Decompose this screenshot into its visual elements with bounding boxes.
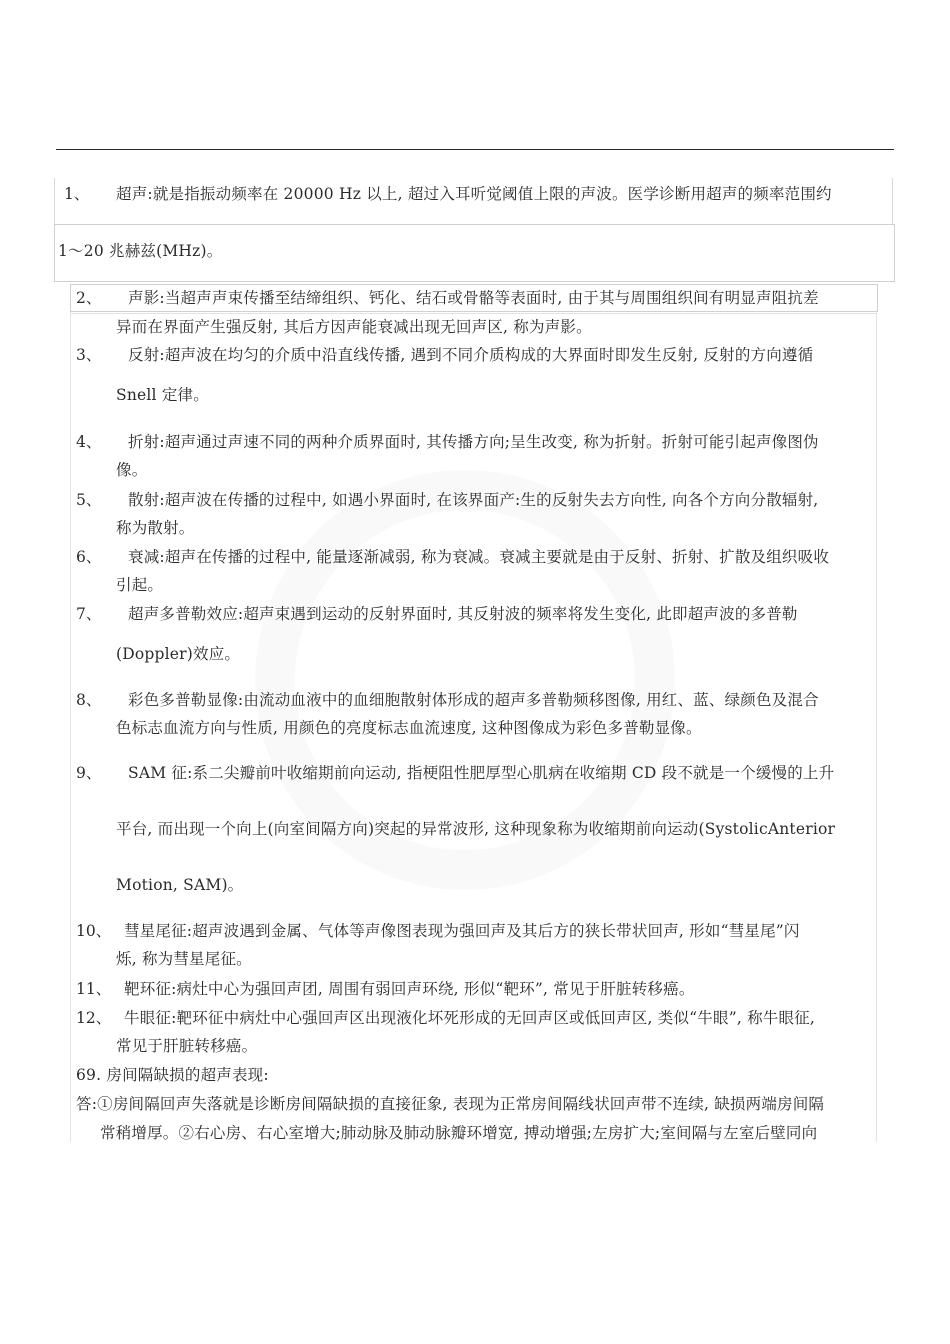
answer-line: 答:①房间隔回声失落就是诊断房间隔缺损的直接征象, 表现为正常房间隔线状回声带不连续, 缺损两端房间隔 (76, 1095, 825, 1113)
border-line (70, 313, 876, 314)
item-text-line: 彗星尾征:超声波遇到金属、气体等声像图表现为强回声及其后方的狭长带状回声, 形如“彗星尾”闪 (124, 922, 800, 940)
item-text-line: (Doppler)效应。 (116, 645, 241, 663)
item-text-line: 超声多普勒效应:超声束遇到运动的反射界面时, 其反射波的频率将发生变化, 此即超声波的多普勒 (128, 605, 798, 623)
item-number: 11、 (76, 980, 112, 998)
item-number: 1、 (64, 185, 90, 203)
item-text-line: 常见于肝脏转移癌。 (116, 1037, 258, 1055)
item-number: 10、 (76, 922, 112, 940)
item-number: 5、 (76, 491, 102, 509)
question-title: 69. 房间隔缺损的超声表现: (76, 1066, 269, 1084)
item-number: 9、 (76, 764, 102, 782)
item-text-line: 折射:超声通过声速不同的两种介质界面时, 其传播方向;呈生改变, 称为折射。折射可能引起声像图伪 (128, 433, 819, 451)
border-line (54, 178, 55, 224)
answer-line: 常稍增厚。②右心房、右心室增大;肺动脉及肺动脉瓣环增宽, 搏动增强;左房扩大;室间隔与左室后壁同向 (100, 1124, 818, 1142)
item-number: 3、 (76, 346, 102, 364)
item-text-line: 像。 (116, 461, 148, 479)
item-text-line: 1～20 兆赫兹(MHz)。 (58, 242, 223, 260)
item-number: 7、 (76, 605, 102, 623)
item-number: 6、 (76, 548, 102, 566)
item-text-line: Motion, SAM)。 (116, 876, 244, 894)
item-number: 2、 (76, 289, 102, 307)
item-text-line: 烁, 称为彗星尾征。 (116, 950, 252, 968)
item-text-line: 引起。 (116, 576, 164, 594)
item-text-line: 衰减:超声在传播的过程中, 能量逐渐减弱, 称为衰减。衰减主要就是由于反射、折射、扩散及组织吸收 (128, 548, 830, 566)
item-text-line: 声影:当超声声束传播至结缔组织、钙化、结石或骨骼等表面时, 由于其与周围组织间有明显声阻抗差 (128, 289, 819, 307)
item-text-line: 色标志血流方向与性质, 用颜色的亮度标志血流速度, 这种图像成为彩色多普勒显像。 (116, 719, 702, 737)
item-text-line: 散射:超声波在传播的过程中, 如遇小界面时, 在该界面产:生的反射失去方向性, 向各个方向分散辐射, (128, 491, 819, 509)
border-line (876, 312, 877, 1142)
item-text-line: 称为散射。 (116, 519, 195, 537)
item-text-line: 平台, 而出现一个向上(向室间隔方向)突起的异常波形, 这种现象称为收缩期前向运动(SystolicAnterior (116, 820, 836, 838)
item-text-line: 超声:就是指振动频率在 20000 Hz 以上, 超过入耳听觉阈值上限的声波。医学诊断用超声的频率范围约 (116, 185, 832, 203)
item-text-line: 异而在界面产生强反射, 其后方因声能衰减出现无回声区, 称为声影。 (116, 318, 592, 336)
item-text-line: SAM 征:系二尖瓣前叶收缩期前向运动, 指梗阻性肥厚型心肌病在收缩期 CD 段不就是一个缓慢的上升 (128, 764, 835, 782)
item-number: 12、 (76, 1009, 112, 1027)
item-text-line: Snell 定律。 (116, 386, 209, 404)
border-line (70, 312, 71, 1142)
item-number: 8、 (76, 691, 102, 709)
item-text-line: 彩色多普勒显像:由流动血液中的血细胞散射体形成的超声多普勒频移图像, 用红、蓝、绿颜色及混合 (128, 691, 819, 709)
header-rule (56, 149, 894, 150)
border-line (892, 178, 893, 224)
item-text-line: 牛眼征:靶环征中病灶中心强回声区出现液化坏死形成的无回声区或低回声区, 类似“牛眼”, 称牛眼征, (124, 1009, 816, 1027)
item-number: 4、 (76, 433, 102, 451)
item-text-line: 反射:超声波在均匀的介质中沿直线传播, 遇到不同介质构成的大界面时即发生反射, 反射的方向遵循 (128, 346, 814, 364)
item-text-line: 靶环征:病灶中心为强回声团, 周围有弱回声环绕, 形似“靶环”, 常见于肝脏转移癌。 (124, 980, 695, 998)
